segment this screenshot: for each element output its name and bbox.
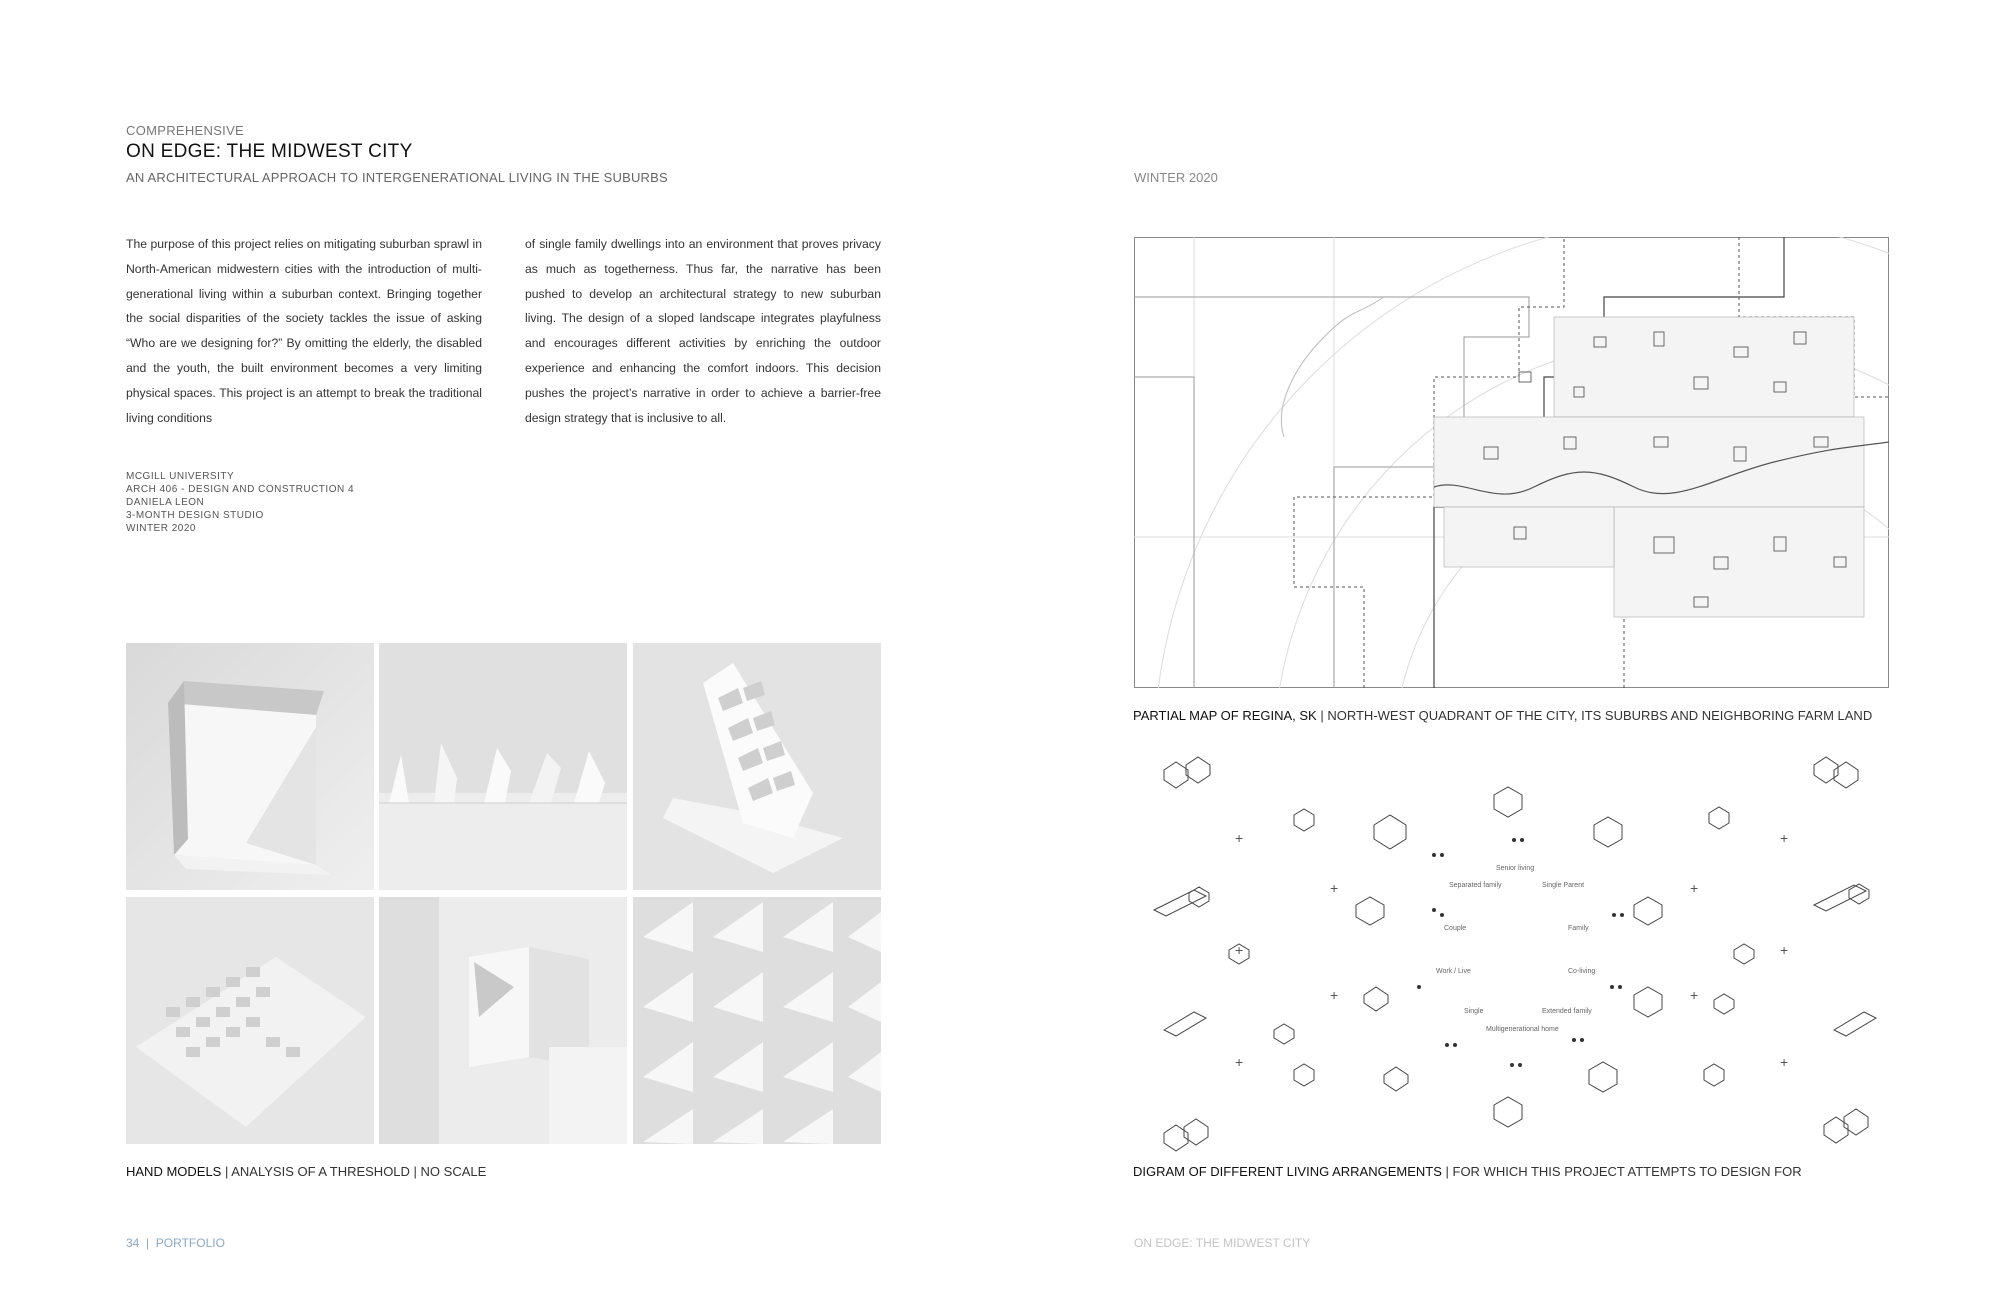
- svg-text:+: +: [1330, 880, 1339, 896]
- svg-text:+: +: [1690, 880, 1699, 896]
- credit-line: 3-MONTH DESIGN STUDIO: [126, 510, 264, 521]
- model-photo-folds: [379, 643, 627, 890]
- svg-text:+: +: [1330, 987, 1339, 1003]
- svg-text:+: +: [1780, 1054, 1789, 1070]
- page-subtitle: AN ARCHITECTURAL APPROACH TO INTERGENERATIONAL LIVING IN THE SUBURBS: [126, 170, 668, 185]
- label-single: Single: [1464, 1008, 1484, 1015]
- section-kicker: COMPREHENSIVE: [126, 123, 245, 138]
- hand-models-caption: [126, 1164, 486, 1179]
- season-label: WINTER 2020: [1134, 170, 1218, 185]
- label-senior-living: Senior living: [1496, 865, 1535, 872]
- project-credits: [126, 470, 354, 535]
- label-single-parent: Single Parent: [1542, 882, 1585, 889]
- svg-text:+: +: [1235, 1054, 1244, 1070]
- regina-map: [1134, 237, 1889, 688]
- map-caption: [1133, 708, 1872, 723]
- body-text-column-2: of single family dwellings into an environment that proves privacy as much as togetherness. Thus far, the narrative has been pushed to develop an architectural strategy to new suburban living. The design of a sloped landscape integrates playfulness and encourages different activities by enriching the outdoor experience and enhancing the comfort indoors. This decision pushes the project’s narrative in order to achieve a barrier-free design strategy that is inclusive to all.: [525, 237, 881, 425]
- hand-models-photo-grid: [126, 643, 881, 1144]
- credit-line: DANIELA LEON: [126, 497, 205, 508]
- model-photo-closeup: [379, 897, 627, 1144]
- label-separated-family: Separated family: [1449, 882, 1502, 889]
- credit-line: MCGILL UNIVERSITY: [126, 471, 235, 482]
- living-arrangements-diagram: [1134, 745, 1889, 1155]
- diagram-caption: [1133, 1164, 1802, 1179]
- footer-project-title: ON EDGE: THE MIDWEST CITY: [1134, 1236, 1311, 1250]
- caption-rest: | NORTH-WEST QUADRANT OF THE CITY, ITS SUBURBS AND NEIGHBORING FARM LAND: [1316, 708, 1873, 723]
- caption-bold: HAND MODELS: [126, 1164, 222, 1179]
- caption-rest: | FOR WHICH THIS PROJECT ATTEMPTS TO DESIGN FOR: [1441, 1164, 1802, 1179]
- footer-page-number: 34 | PORTFOLIO: [126, 1236, 225, 1250]
- label-work-live: Work / Live: [1436, 968, 1471, 975]
- label-family: Family: [1568, 925, 1589, 932]
- model-photo-pattern: [633, 897, 881, 1144]
- model-photo-landscape: [126, 897, 374, 1144]
- body-text-column-1: The purpose of this project relies on mitigating suburban sprawl in North-American midwestern cities with the introduction of multi-generational living within a suburban context. Bringing together the social disparities of the society tackles the issue of asking “Who are we designing for?” By omitting the elderly, the disabled and the youth, the built environment becomes a very limiting physical spaces. This project is an attempt to break the traditional living conditions: [126, 237, 482, 425]
- credit-line: ARCH 406 - DESIGN AND CONSTRUCTION 4: [126, 484, 355, 495]
- svg-text:+: +: [1690, 987, 1699, 1003]
- caption-bold: DIGRAM OF DIFFERENT LIVING ARRANGEMENTS: [1133, 1164, 1442, 1179]
- svg-text:+: +: [1235, 942, 1244, 958]
- label-extended-family: Extended family: [1542, 1008, 1592, 1015]
- page-title: ON EDGE: THE MIDWEST CITY: [126, 141, 413, 162]
- svg-text:+: +: [1780, 942, 1789, 958]
- credit-line: WINTER 2020: [126, 523, 196, 534]
- svg-text:+: +: [1235, 830, 1244, 846]
- caption-rest: | ANALYSIS OF A THRESHOLD | NO SCALE: [221, 1164, 487, 1179]
- model-photo-box: [126, 643, 374, 890]
- caption-bold: PARTIAL MAP OF REGINA, SK: [1133, 708, 1317, 723]
- label-multigenerational: Multigenerational home: [1486, 1026, 1559, 1033]
- label-co-living: Co-living: [1568, 968, 1596, 975]
- svg-text:+: +: [1780, 830, 1789, 846]
- label-couple: Couple: [1444, 925, 1467, 932]
- model-photo-stairs: [633, 643, 881, 890]
